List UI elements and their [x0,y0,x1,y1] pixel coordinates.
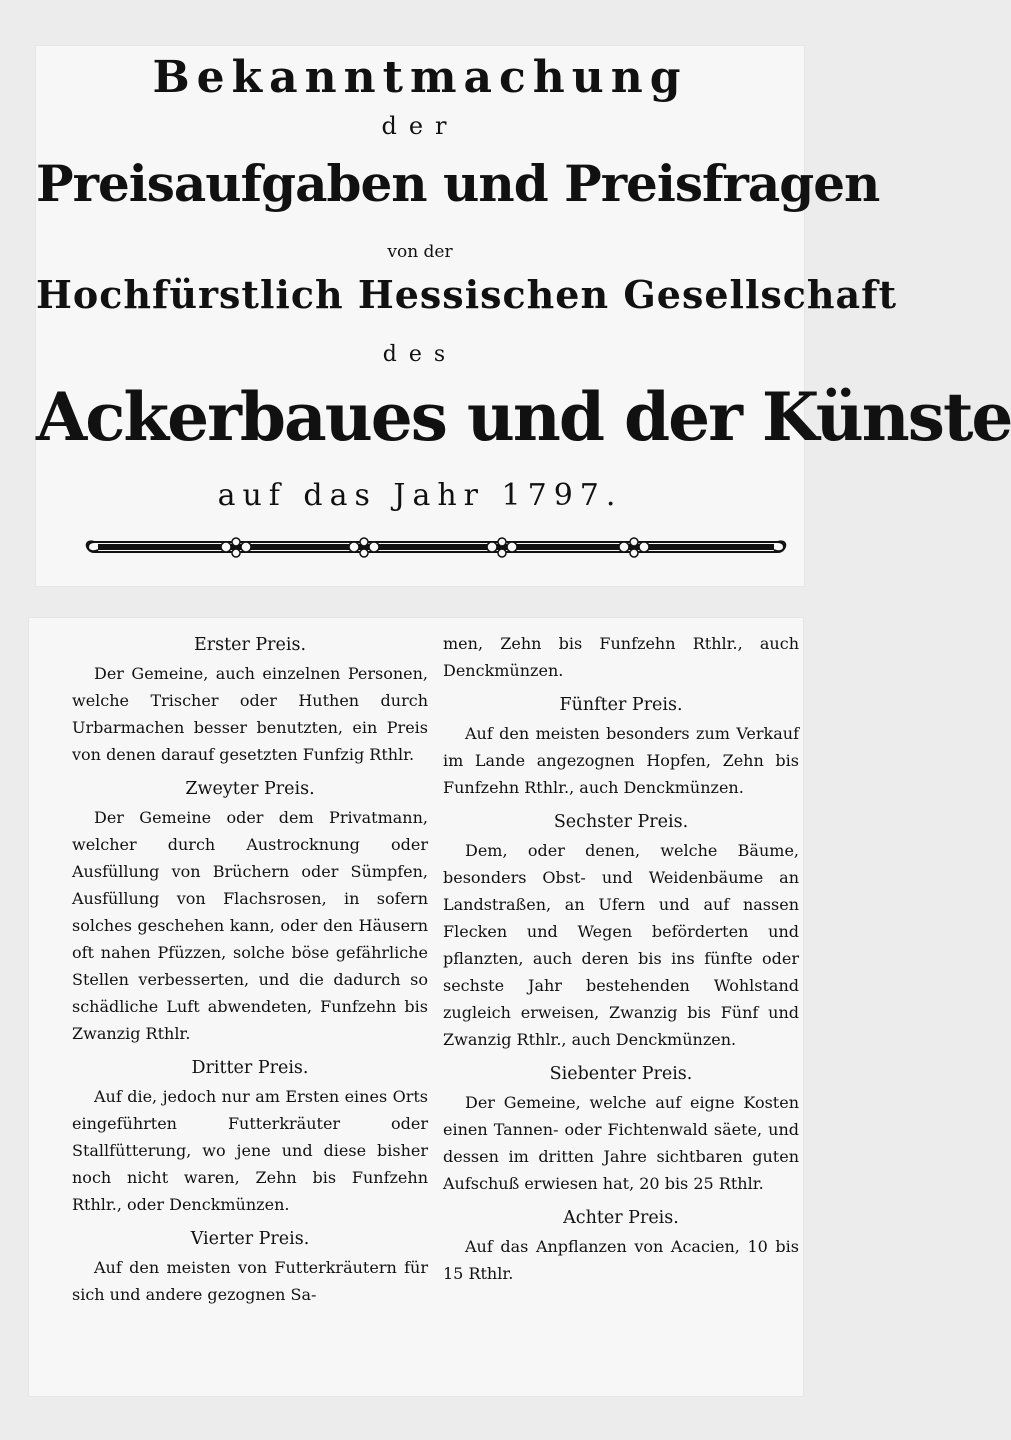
prize-7-text: Der Gemeine, welche auf eigne Kosten einen Tannen- oder Fichtenwald säete, und dessen im dritten Jahre sichtbaren guten Aufschuß erwiesen hat, 20 bis 25 Rthlr. [443,1093,799,1193]
prize-6-text: Dem, oder denen, welche Bäume, besonders Obst- und Weidenbäume an Landstraßen, an Ufern und auf nassen Flecken und Wegen beförderten und pflanzten, auch deren bis ins fünfte oder sechste Jahr bestehenden Wohlstand zugleich erweisen, Zwanzig bis Fünf und Zwanzig Rthlr., auch Denckmünzen. [443,841,799,1049]
decorative-rule-ornament [84,532,788,560]
prize-2-title: Zweyter Preis. [185,779,315,799]
title-ackerbaues: Ackerbaues und der Künste [36,378,1011,456]
prize-1-text: Der Gemeine, auch einzelnen Personen, welche Trischer oder Huthen durch Urbarmachen besser benutzten, ein Preis von denen darauf gesetzten Funfzig Rthlr. [72,664,428,764]
prize-5-title: Fünfter Preis. [559,695,683,715]
prize-7-title: Siebenter Preis. [549,1064,693,1084]
prize-5-text: Auf den meisten besonders zum Verkauf im Lande angezognen Hopfen, Zehn bis Funfzehn Rthlr., auch Denckmünzen. [443,724,799,797]
left-column [72,630,428,1314]
prize-6-title: Sechster Preis. [553,812,689,832]
prize-4-text-continued: men, Zehn bis Funfzehn Rthlr., auch Denckmünzen. [443,634,799,680]
title-page [36,46,1011,586]
prize-2-text: Der Gemeine oder dem Privatmann, welcher durch Austrocknung oder Ausfüllung von Brüchern oder Sümpfen, Ausfüllung von Flachsrosen, in sofern solches geschehen kann, oder den Häusern oft nahen Pfüzzen, solche böse gefährliche Stellen verbesserten, und die dadurch so schädliche Luft abwendeten, Funfzehn bis Zwanzig Rthlr. [72,808,428,1043]
prize-4-title: Vierter Preis. [190,1229,310,1249]
prize-1-title: Erster Preis. [193,635,307,655]
prize-list-page [29,618,803,1396]
title-bekanntmachung: Bekanntmachung [152,52,688,103]
title-gesellschaft: Hochfürstlich Hessischen Gesellschaft [36,272,898,317]
prize-3-text: Auf die, jedoch nur am Ersten eines Orts eingeführten Futterkräuter oder Stallfütterung, wo jene und diese bisher noch nicht waren, Zehn bis Funfzehn Rthlr., oder Denckmünzen. [72,1087,428,1214]
prize-8-title: Achter Preis. [563,1208,679,1228]
title-preisaufgaben: Preisaufgaben und Preisfragen [36,154,880,213]
right-column [443,630,799,1293]
prize-4-text: Auf den meisten von Futterkräutern für sich und andere gezognen Sa- [72,1258,428,1304]
title-des: des [382,342,458,367]
prize-8-text: Auf das Anpflanzen von Acacien, 10 bis 15 Rthlr. [443,1237,799,1283]
title-der: der [381,112,459,140]
prize-3-title: Dritter Preis. [191,1058,309,1078]
title-von-der: von der [387,242,453,262]
title-jahr: auf das Jahr 1797. [217,478,623,513]
